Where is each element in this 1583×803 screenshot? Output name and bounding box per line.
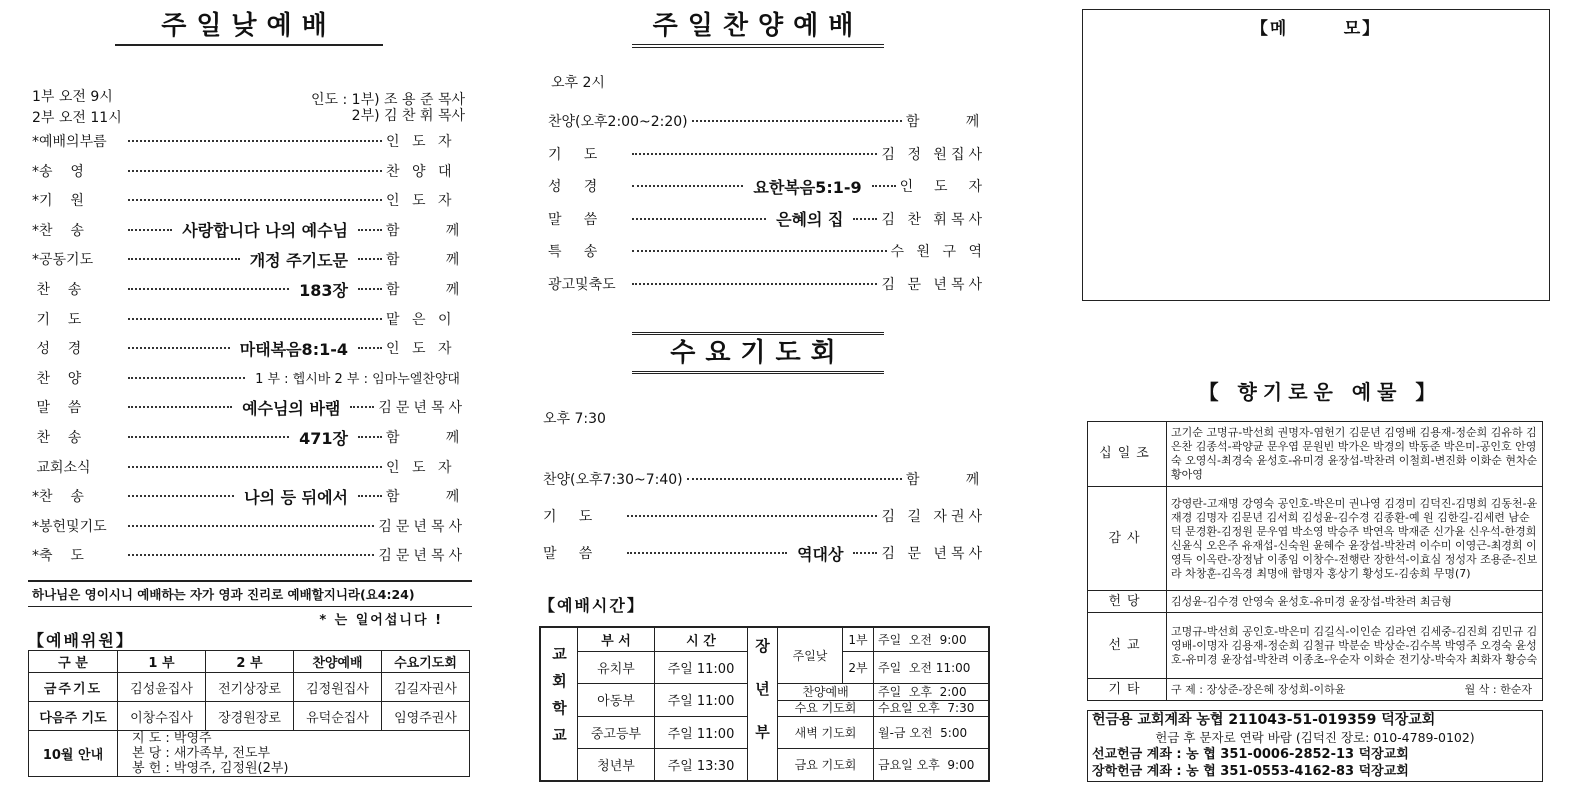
title-sunday-service: 주일낮예배 <box>115 8 383 46</box>
schedule-title: 【예배시간】 <box>539 596 645 615</box>
schedule-subrow: 찬양예배 <box>778 684 873 701</box>
schedule-cell: 월-금 오전 5:00 <box>874 717 990 749</box>
order-label: *찬 송 <box>32 489 84 506</box>
committee-header: 찬양예배 <box>294 651 382 673</box>
order-person: 인 도 자 <box>386 134 456 150</box>
schedule-cell <box>778 683 874 716</box>
account-scholarship: 장학헌금 계좌 : 농 협 351-0553-4162-83 덕장교회 <box>1092 764 1409 779</box>
order-label: 찬 송 <box>32 430 82 446</box>
dot-leader <box>128 525 374 527</box>
dot-leader <box>350 406 374 408</box>
dot-leader <box>358 258 382 260</box>
offering-names <box>1167 679 1543 701</box>
dot-leader <box>128 554 374 556</box>
school-dept: 중고등부 <box>578 717 655 749</box>
offering-names: 고기순 고명규-박선희 권명자-염헌기 김문년 김영배 김용재-정순희 김유하 김은찬 김종석-곽양균 문우엽 문원빈 박가은 박경의 박동준 박은미-공인호 안영숙 오영식-최경숙 윤성호-유미경 윤장섭-박찬려 이철희-변진화 이화순 현차순 황아영 <box>1167 422 1543 487</box>
dot-leader <box>687 478 902 480</box>
order-row <box>32 456 466 478</box>
committee-cell: 김길자권사 <box>382 673 470 702</box>
october-line: 봉 헌 : 박영주, 김정원(2부) <box>132 761 289 776</box>
order-person: 인 도 자 <box>899 179 986 195</box>
school-time: 주일 13:30 <box>655 749 748 781</box>
order-label: 말 씀 <box>543 546 593 562</box>
offering-key: 기타 <box>1088 679 1167 701</box>
title-praise-service: 주일찬양예배 <box>632 8 884 48</box>
order-label: *공동기도 <box>32 252 94 269</box>
school-dept: 청년부 <box>578 749 655 781</box>
order-item: 나의 등 뒤에서 <box>244 487 348 507</box>
order-row <box>32 485 466 507</box>
dot-leader <box>632 283 877 285</box>
order-row <box>32 248 466 270</box>
dot-leader <box>632 250 887 252</box>
dot-leader <box>128 170 382 172</box>
memo-title: 【메 모】 <box>1250 19 1382 39</box>
offering-key: 헌당 <box>1088 591 1167 613</box>
wednesday-time: 오후 7:30 <box>543 411 606 427</box>
october-label: 10월 안내 <box>29 731 118 777</box>
account-main: 헌금용 교회계좌 농협 211043-51-019359 덕장교회 <box>1092 712 1436 728</box>
schedule-cell: 2부 <box>843 651 874 683</box>
dot-leader <box>358 347 382 349</box>
adult-label-text: 장년부 <box>753 637 771 767</box>
dot-leader <box>128 288 289 290</box>
dot-leader <box>128 258 240 260</box>
praise-order-list <box>548 110 986 300</box>
order-item: 은혜의 집 <box>776 210 844 229</box>
order-person: 함 께 <box>906 472 984 488</box>
schedule-cell <box>874 683 990 716</box>
order-item: 마태복음8:1-4 <box>239 339 348 359</box>
order-label: 찬 송 <box>32 282 82 298</box>
order-person: 김 길 자권사 <box>881 509 986 525</box>
october-line: 지 도 : 박영주 <box>132 731 212 746</box>
committee-header: 1 부 <box>118 651 206 673</box>
dot-leader <box>128 229 172 231</box>
offering-etc-2: 월 삭 : 한순자 <box>1464 682 1532 696</box>
order-label: 말 씀 <box>548 211 598 228</box>
dot-leader <box>853 218 877 220</box>
school-time: 주일 11:00 <box>655 683 748 716</box>
account-note: 헌금 후 문자로 연락 바람 (김덕진 장로: 010-4789-0102) <box>1155 730 1475 745</box>
order-person: 맡 은 이 <box>386 311 456 328</box>
order-person: 함 께 <box>386 430 464 446</box>
offering-title: 【 향기로운 예물 】 <box>1198 380 1442 404</box>
order-label: 교회소식 <box>32 459 91 476</box>
order-row <box>548 175 986 197</box>
order-person: 김 정 원집사 <box>881 146 986 163</box>
verse-text: 하나님은 영이시니 예배하는 자가 영과 진리로 예배할지니라(요4:24) <box>28 580 472 607</box>
committee-cell: 임영주권사 <box>382 702 470 731</box>
order-label: 말 씀 <box>32 400 82 417</box>
dot-leader <box>358 288 382 290</box>
dot-leader <box>128 495 234 497</box>
offering-names: 고명규-박선희 공인호-박은미 김길식-이인순 김라연 김세중-김진희 김민규 김영배-이명자 김용재-정순희 김철규 박분순 박상순-김수복 박영주 오경숙 윤성호-유미경 윤장섭-박찬려 이종초-우순자 이화순 전기상-박숙자 최화자 황승숙 <box>1167 613 1543 679</box>
order-row <box>32 130 466 152</box>
adult-label <box>748 627 778 781</box>
order-row <box>32 426 466 448</box>
schedule-header: 시 간 <box>655 627 748 651</box>
order-person: 김 찬 휘목사 <box>881 211 986 228</box>
schedule-subrow: 수요일 오후 7:30 <box>878 700 975 715</box>
order-label: *찬 송 <box>32 222 84 239</box>
schedule-cell: 주일 오전 11:00 <box>874 651 990 683</box>
order-label: 기 도 <box>548 146 598 163</box>
october-info <box>118 731 470 777</box>
order-person: 함 께 <box>386 489 464 506</box>
title-wednesday-prayer: 수요기도회 <box>632 332 884 374</box>
order-row <box>32 189 466 211</box>
service-time-2: 2부 오전 11시 <box>32 110 122 126</box>
order-person: 인 도 자 <box>386 341 456 358</box>
committee-cell: 이창수집사 <box>118 702 206 731</box>
dot-leader <box>632 185 743 187</box>
order-person: 함 께 <box>906 114 984 130</box>
order-person: 찬 양 대 <box>386 163 456 180</box>
dot-leader <box>632 218 766 220</box>
leader-1: 인도 : 1부) 조 용 준 목사 <box>311 92 465 108</box>
dot-leader <box>627 552 787 554</box>
schedule-header: 부 서 <box>578 627 655 651</box>
offering-names: 김성윤-김수경 안영숙 윤성호-유미경 윤장섭-박찬려 최금형 <box>1167 591 1543 613</box>
standup-note: * 는 일어섭니다 ! <box>319 613 443 628</box>
school-label-text: 교회학교 <box>550 645 568 754</box>
memo-box <box>1082 9 1550 301</box>
order-person: 인 도 자 <box>386 193 456 210</box>
order-item: 개정 주기도문 <box>249 250 348 270</box>
schedule-cell: 금요 기도회 <box>778 749 874 781</box>
dot-leader <box>128 406 232 408</box>
committee-row-label: 다음주 기도 <box>29 702 118 731</box>
schedule-cell: 새벽 기도회 <box>778 717 874 749</box>
leader-2: 2부) 김 찬 휘 목사 <box>351 108 465 124</box>
order-row <box>32 160 466 182</box>
offering-key: 십일조 <box>1088 422 1167 487</box>
order-label: *기 원 <box>32 193 84 210</box>
dot-leader <box>128 377 245 379</box>
order-item: 183장 <box>299 280 348 300</box>
order-item: 1 부 : 헵시바 2 부 : 임마누엘찬양대 <box>255 372 460 388</box>
order-item: 요한복음5:1-9 <box>753 177 862 197</box>
order-row <box>548 240 986 262</box>
order-item: 471장 <box>299 428 348 448</box>
order-row <box>543 505 986 527</box>
order-item: 사랑합니다 나의 예수님 <box>182 221 348 241</box>
dot-leader <box>358 436 382 438</box>
account-mission: 선교헌금 계좌 : 농 협 351-0006-2852-13 덕장교회 <box>1092 747 1409 762</box>
dot-leader <box>128 466 382 468</box>
order-person: 김 문 년목사 <box>881 276 986 293</box>
order-row <box>32 337 466 359</box>
order-label: *축 도 <box>32 548 84 565</box>
school-dept: 아동부 <box>578 683 655 716</box>
dot-leader <box>853 552 877 554</box>
committee-cell: 전기상장로 <box>206 673 294 702</box>
schedule-cell: 주일 오전 9:00 <box>874 627 990 651</box>
order-label: 광고및축도 <box>548 276 616 293</box>
committee-cell: 김성윤집사 <box>118 673 206 702</box>
school-label <box>540 627 578 781</box>
dot-leader <box>128 436 289 438</box>
praise-time: 오후 2시 <box>551 75 605 91</box>
committee-header: 수요기도회 <box>382 651 470 673</box>
october-line: 본 당 : 새가족부, 전도부 <box>132 746 271 761</box>
order-label: 기 도 <box>543 509 593 525</box>
offering-etc: 구 제 : 장상준-장은혜 장성희-이하윤 <box>1171 682 1346 696</box>
order-row <box>548 273 986 295</box>
dot-leader <box>627 515 877 517</box>
order-person: 김 문 년목사 <box>881 546 986 562</box>
order-row <box>32 396 466 418</box>
committee-header: 구 분 <box>29 651 118 673</box>
wednesday-order-list <box>543 468 986 568</box>
order-row <box>548 143 986 165</box>
school-time: 주일 11:00 <box>655 717 748 749</box>
order-person: 함 께 <box>386 222 464 239</box>
dot-leader <box>128 347 230 349</box>
order-label: 찬 양 <box>32 370 82 387</box>
order-person: 수 원 구 역 <box>890 244 986 260</box>
order-person: 김문년목사 <box>378 400 466 417</box>
order-label: *봉헌및기도 <box>32 518 107 535</box>
order-row <box>32 308 466 330</box>
offering-key: 선교 <box>1088 613 1167 679</box>
order-row <box>32 515 466 537</box>
order-row <box>32 544 466 566</box>
dot-leader <box>632 153 877 155</box>
schedule-table <box>539 626 990 782</box>
dot-leader <box>358 495 382 497</box>
schedule-subrow: 수요 기도회 <box>794 700 857 715</box>
dot-leader <box>872 185 896 187</box>
dot-leader <box>358 229 382 231</box>
order-label: 성 경 <box>548 179 598 195</box>
order-person: 함 께 <box>386 282 464 298</box>
order-person: 함 께 <box>386 252 464 269</box>
dot-leader <box>128 140 382 142</box>
offering-table <box>1087 421 1543 701</box>
order-label: 특 송 <box>548 244 598 260</box>
order-item: 예수님의 바램 <box>242 398 341 418</box>
order-person: 김문년목사 <box>378 548 466 565</box>
order-row <box>32 219 466 241</box>
school-dept: 유치부 <box>578 651 655 683</box>
committee-table <box>28 650 470 777</box>
order-label: 기 도 <box>32 311 82 328</box>
committee-cell: 유덕순집사 <box>294 702 382 731</box>
order-row <box>548 110 986 132</box>
service-time-1: 1부 오전 9시 <box>32 89 113 105</box>
schedule-cell: 주일낮 <box>778 627 843 683</box>
committee-cell: 장경원장로 <box>206 702 294 731</box>
order-person: 인 도 자 <box>386 459 456 476</box>
order-row <box>543 468 986 490</box>
committee-row-label: 금주기도 <box>29 673 118 702</box>
order-person: 김문년목사 <box>378 518 466 535</box>
dot-leader <box>128 318 382 320</box>
school-time: 주일 11:00 <box>655 651 748 683</box>
order-row <box>548 208 986 230</box>
schedule-cell: 금요일 오후 9:00 <box>874 749 990 781</box>
account-box <box>1087 710 1543 782</box>
committee-header: 2 부 <box>206 651 294 673</box>
order-label: 찬양(오후7:30~7:40) <box>543 472 683 488</box>
order-row <box>543 542 986 564</box>
order-label: 찬양(오후2:00~2:20) <box>548 114 688 130</box>
schedule-subrow: 주일 오후 2:00 <box>874 684 988 701</box>
order-row <box>32 278 466 300</box>
order-label: *송 영 <box>32 163 84 180</box>
schedule-cell: 1부 <box>843 627 874 651</box>
order-row <box>32 367 466 389</box>
committee-cell: 김정원집사 <box>294 673 382 702</box>
order-label: 성 경 <box>32 341 82 358</box>
dot-leader <box>692 120 902 122</box>
committee-title: 【예배위원】 <box>28 631 134 650</box>
worship-order-list <box>32 130 466 578</box>
offering-names: 강영란-고재명 강영숙 공인호-박은미 권나영 김경미 김덕진-김명희 김동천-윤재경 김명자 김문년 김서희 김성윤-김수경 김종환-예 원 김한길-김세련 남순덕 문경환-김정원 문우엽 박소영 박승주 박연옥 박재준 신가윤 신우석-한경희 신윤식 오은주 유재섭-신숙원 윤혜수 윤장섭-박찬려 이수미 이영근-최경희 이영득 이옥란-장정남 이종임 이창수-전행란 장한석-이효심 정성자 조용준-진보라 차창훈-김옥경 최명애 함명자 홍상기 황성도-김송희 무명(7) <box>1167 487 1543 591</box>
offering-key: 감사 <box>1088 487 1167 591</box>
dot-leader <box>128 199 382 201</box>
order-item: 역대상 <box>797 544 844 564</box>
order-label: *예배의부름 <box>32 134 107 150</box>
